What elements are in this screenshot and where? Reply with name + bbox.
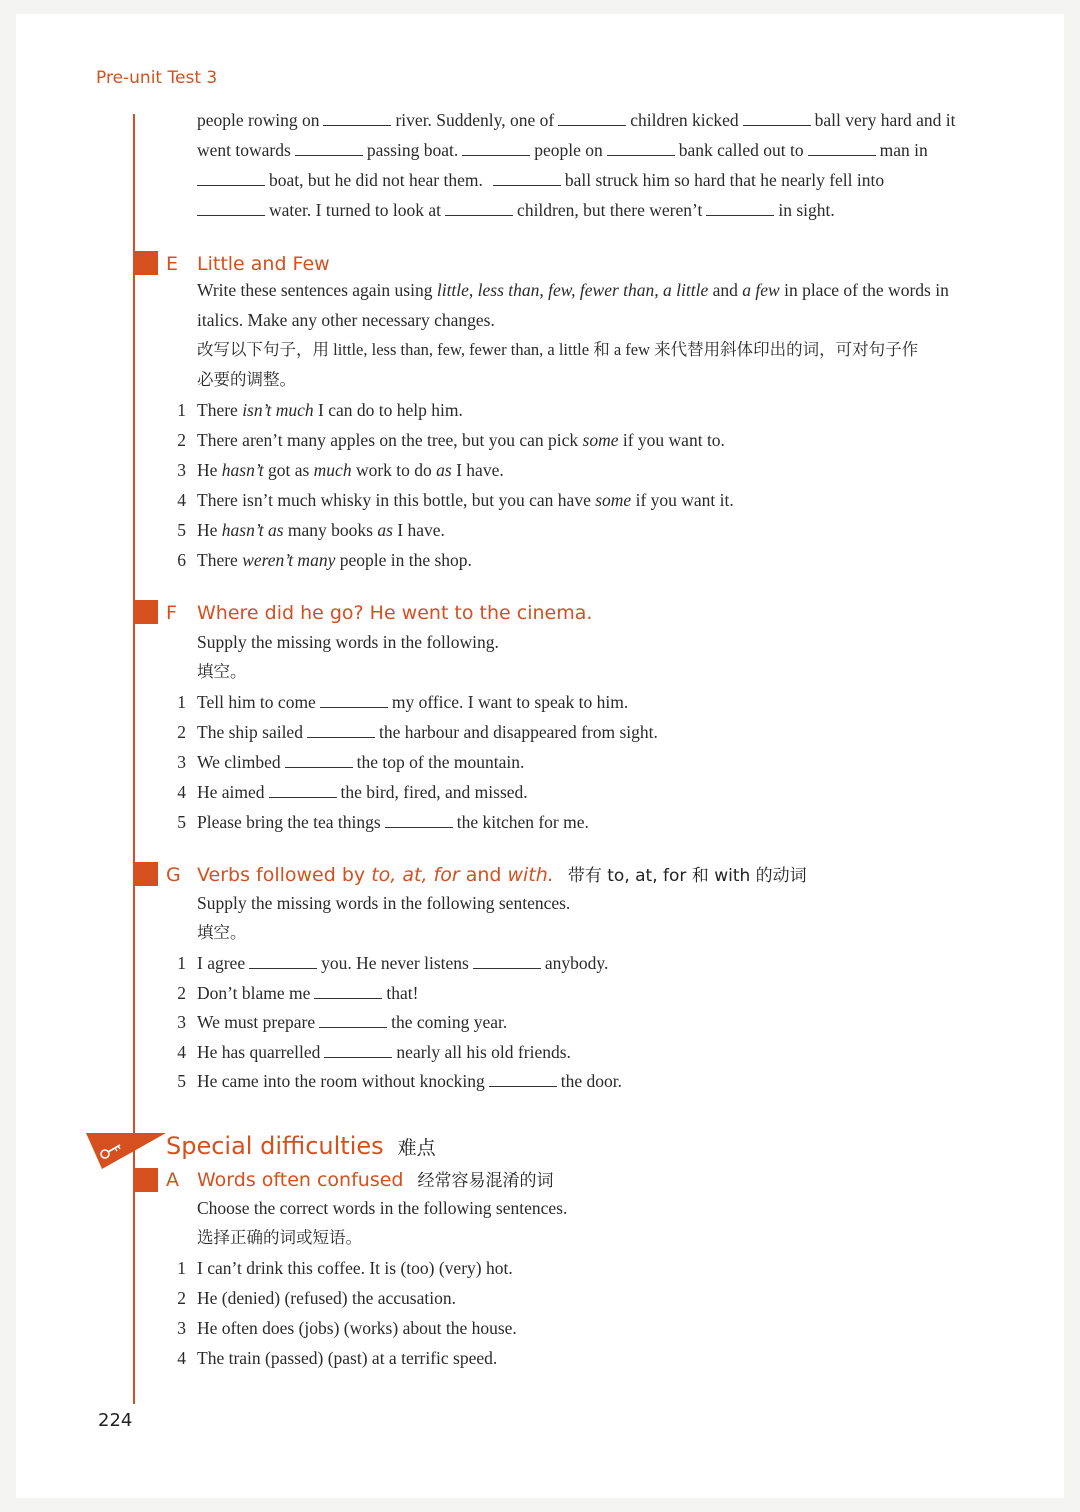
instruction-en: Choose the correct words in the following sentences.	[197, 1198, 568, 1218]
section-title: Where did he go? He went to the cinema.	[197, 602, 593, 624]
item-number: 1	[177, 1258, 186, 1278]
blank[interactable]	[445, 201, 513, 216]
exercise-item: We climbed the top of the mountain.	[197, 752, 525, 772]
item-number: 1	[177, 400, 186, 420]
blank[interactable]	[197, 171, 265, 186]
exercise-item: Tell him to come my office. I want to speak to him.	[197, 692, 629, 712]
margin-rule	[133, 114, 135, 1404]
item-number: 4	[177, 1041, 186, 1062]
item-number: 1	[177, 953, 186, 973]
blank[interactable]	[323, 111, 391, 126]
section-marker	[134, 251, 158, 275]
answer-blank[interactable]	[307, 723, 375, 738]
item-number: 4	[177, 1348, 186, 1368]
exercise-item: The ship sailed the harbour and disappeared from sight.	[197, 722, 658, 742]
exercise-item: He aimed the bird, fired, and missed.	[197, 782, 528, 802]
section-title-zh: 经常容易混淆的词	[417, 1171, 554, 1191]
answer-blank[interactable]	[249, 954, 317, 969]
section-title: Words often confused 经常容易混淆的词	[197, 1169, 554, 1191]
instruction-en: italics. Make any other necessary changes.	[197, 310, 495, 330]
section-marker	[134, 862, 158, 886]
exercise-item: Don’t blame me that!	[197, 982, 419, 1003]
blank[interactable]	[607, 141, 675, 156]
answer-blank[interactable]	[320, 693, 388, 708]
section-title: Little and Few	[197, 253, 330, 275]
item-number: 4	[177, 782, 186, 802]
exercise-item: There isn’t much I can do to help him.	[197, 400, 463, 420]
exercise-item: He hasn’t got as much work to do as I have.	[197, 460, 504, 480]
answer-blank[interactable]	[385, 813, 453, 828]
blank[interactable]	[743, 111, 811, 126]
section-letter: G	[166, 864, 181, 886]
item-number: 5	[177, 520, 186, 540]
answer-blank[interactable]	[473, 954, 541, 969]
special-difficulties-heading: Special difficulties 难点	[166, 1132, 436, 1160]
instruction-zh: 必要的调整。	[197, 370, 296, 389]
answer-blank[interactable]	[319, 1013, 387, 1028]
blank[interactable]	[295, 141, 363, 156]
section-letter: F	[166, 602, 177, 624]
exercise-item: He (denied) (refused) the accusation.	[197, 1288, 456, 1308]
instruction-zh: 改写以下句子，用 little, less than, few, fewer than, a little 和 a few 来代替用斜体印出的词，可对句子作	[197, 340, 919, 359]
exercise-item: I can’t drink this coffee. It is (too) (very) hot.	[197, 1258, 513, 1278]
answer-blank[interactable]	[285, 753, 353, 768]
instruction-zh: 选择正确的词或短语。	[197, 1228, 362, 1247]
section-marker	[134, 600, 158, 624]
item-number: 2	[177, 430, 186, 450]
item-number: 6	[177, 550, 186, 570]
blank[interactable]	[197, 201, 265, 216]
passage-line-4: water. I turned to look at children, but there weren’t in sight.	[197, 200, 835, 220]
running-header: Pre-unit Test 3	[96, 68, 218, 88]
answer-blank[interactable]	[314, 984, 382, 999]
blank[interactable]	[462, 141, 530, 156]
section-letter: A	[166, 1169, 179, 1191]
answer-blank[interactable]	[489, 1072, 557, 1087]
section-marker	[134, 1168, 158, 1192]
answer-blank[interactable]	[269, 783, 337, 798]
instruction-en: Write these sentences again using little, less than, few, fewer than, a little and a few in place of the words in	[197, 280, 949, 300]
passage-line-3: boat, but he did not hear them. ball struck him so hard that he nearly fell into	[197, 170, 884, 190]
special-difficulties-zh: 难点	[397, 1137, 436, 1159]
blank[interactable]	[808, 141, 876, 156]
item-number: 2	[177, 1288, 186, 1308]
exercise-item: We must prepare the coming year.	[197, 1012, 508, 1032]
item-number: 5	[177, 1071, 186, 1091]
exercise-item: There weren’t many people in the shop.	[197, 550, 472, 570]
key-icon	[86, 1131, 168, 1171]
answer-blank[interactable]	[324, 1043, 392, 1058]
item-number: 5	[177, 812, 186, 832]
instruction-en: Supply the missing words in the following.	[197, 632, 499, 652]
instruction-en: Supply the missing words in the following sentences.	[197, 893, 571, 913]
exercise-item: He often does (jobs) (works) about the house.	[197, 1318, 517, 1338]
blank[interactable]	[706, 201, 774, 216]
exercise-item: There aren’t many apples on the tree, but you can pick some if you want to.	[197, 430, 725, 450]
item-number: 2	[177, 982, 186, 1003]
item-number: 3	[177, 1318, 186, 1338]
item-number: 3	[177, 460, 186, 480]
item-number: 3	[177, 1012, 186, 1032]
instruction-zh: 填空。	[197, 662, 247, 681]
section-title: Verbs followed by to, at, for and with. 带有 to, at, for 和 with 的动词	[197, 864, 807, 886]
passage-line-2: went towards passing boat. people on bank called out to man in	[197, 140, 928, 160]
exercise-item: I agree you. He never listens anybody.	[197, 953, 609, 973]
item-number: 4	[177, 490, 186, 510]
exercise-item: The train (passed) (past) at a terrific speed.	[197, 1348, 498, 1368]
exercise-item: He hasn’t as many books as I have.	[197, 520, 445, 540]
page-number: 224	[98, 1410, 133, 1431]
item-number: 3	[177, 752, 186, 772]
blank[interactable]	[558, 111, 626, 126]
section-title-zh: 带有 to, at, for 和 with 的动词	[567, 866, 807, 886]
passage-line-1: people rowing on river. Suddenly, one of children kicked ball very hard and it	[197, 110, 956, 130]
item-number: 1	[177, 692, 186, 712]
exercise-item: There isn’t much whisky in this bottle, but you can have some if you want it.	[197, 490, 734, 510]
exercise-item: Please bring the tea things the kitchen for me.	[197, 812, 589, 832]
blank[interactable]	[493, 171, 561, 186]
section-letter: E	[166, 253, 179, 275]
exercise-item: He came into the room without knocking the door.	[197, 1071, 622, 1091]
instruction-zh: 填空。	[197, 923, 247, 942]
exercise-item: He has quarrelled nearly all his old friends.	[197, 1041, 571, 1062]
item-number: 2	[177, 722, 186, 742]
